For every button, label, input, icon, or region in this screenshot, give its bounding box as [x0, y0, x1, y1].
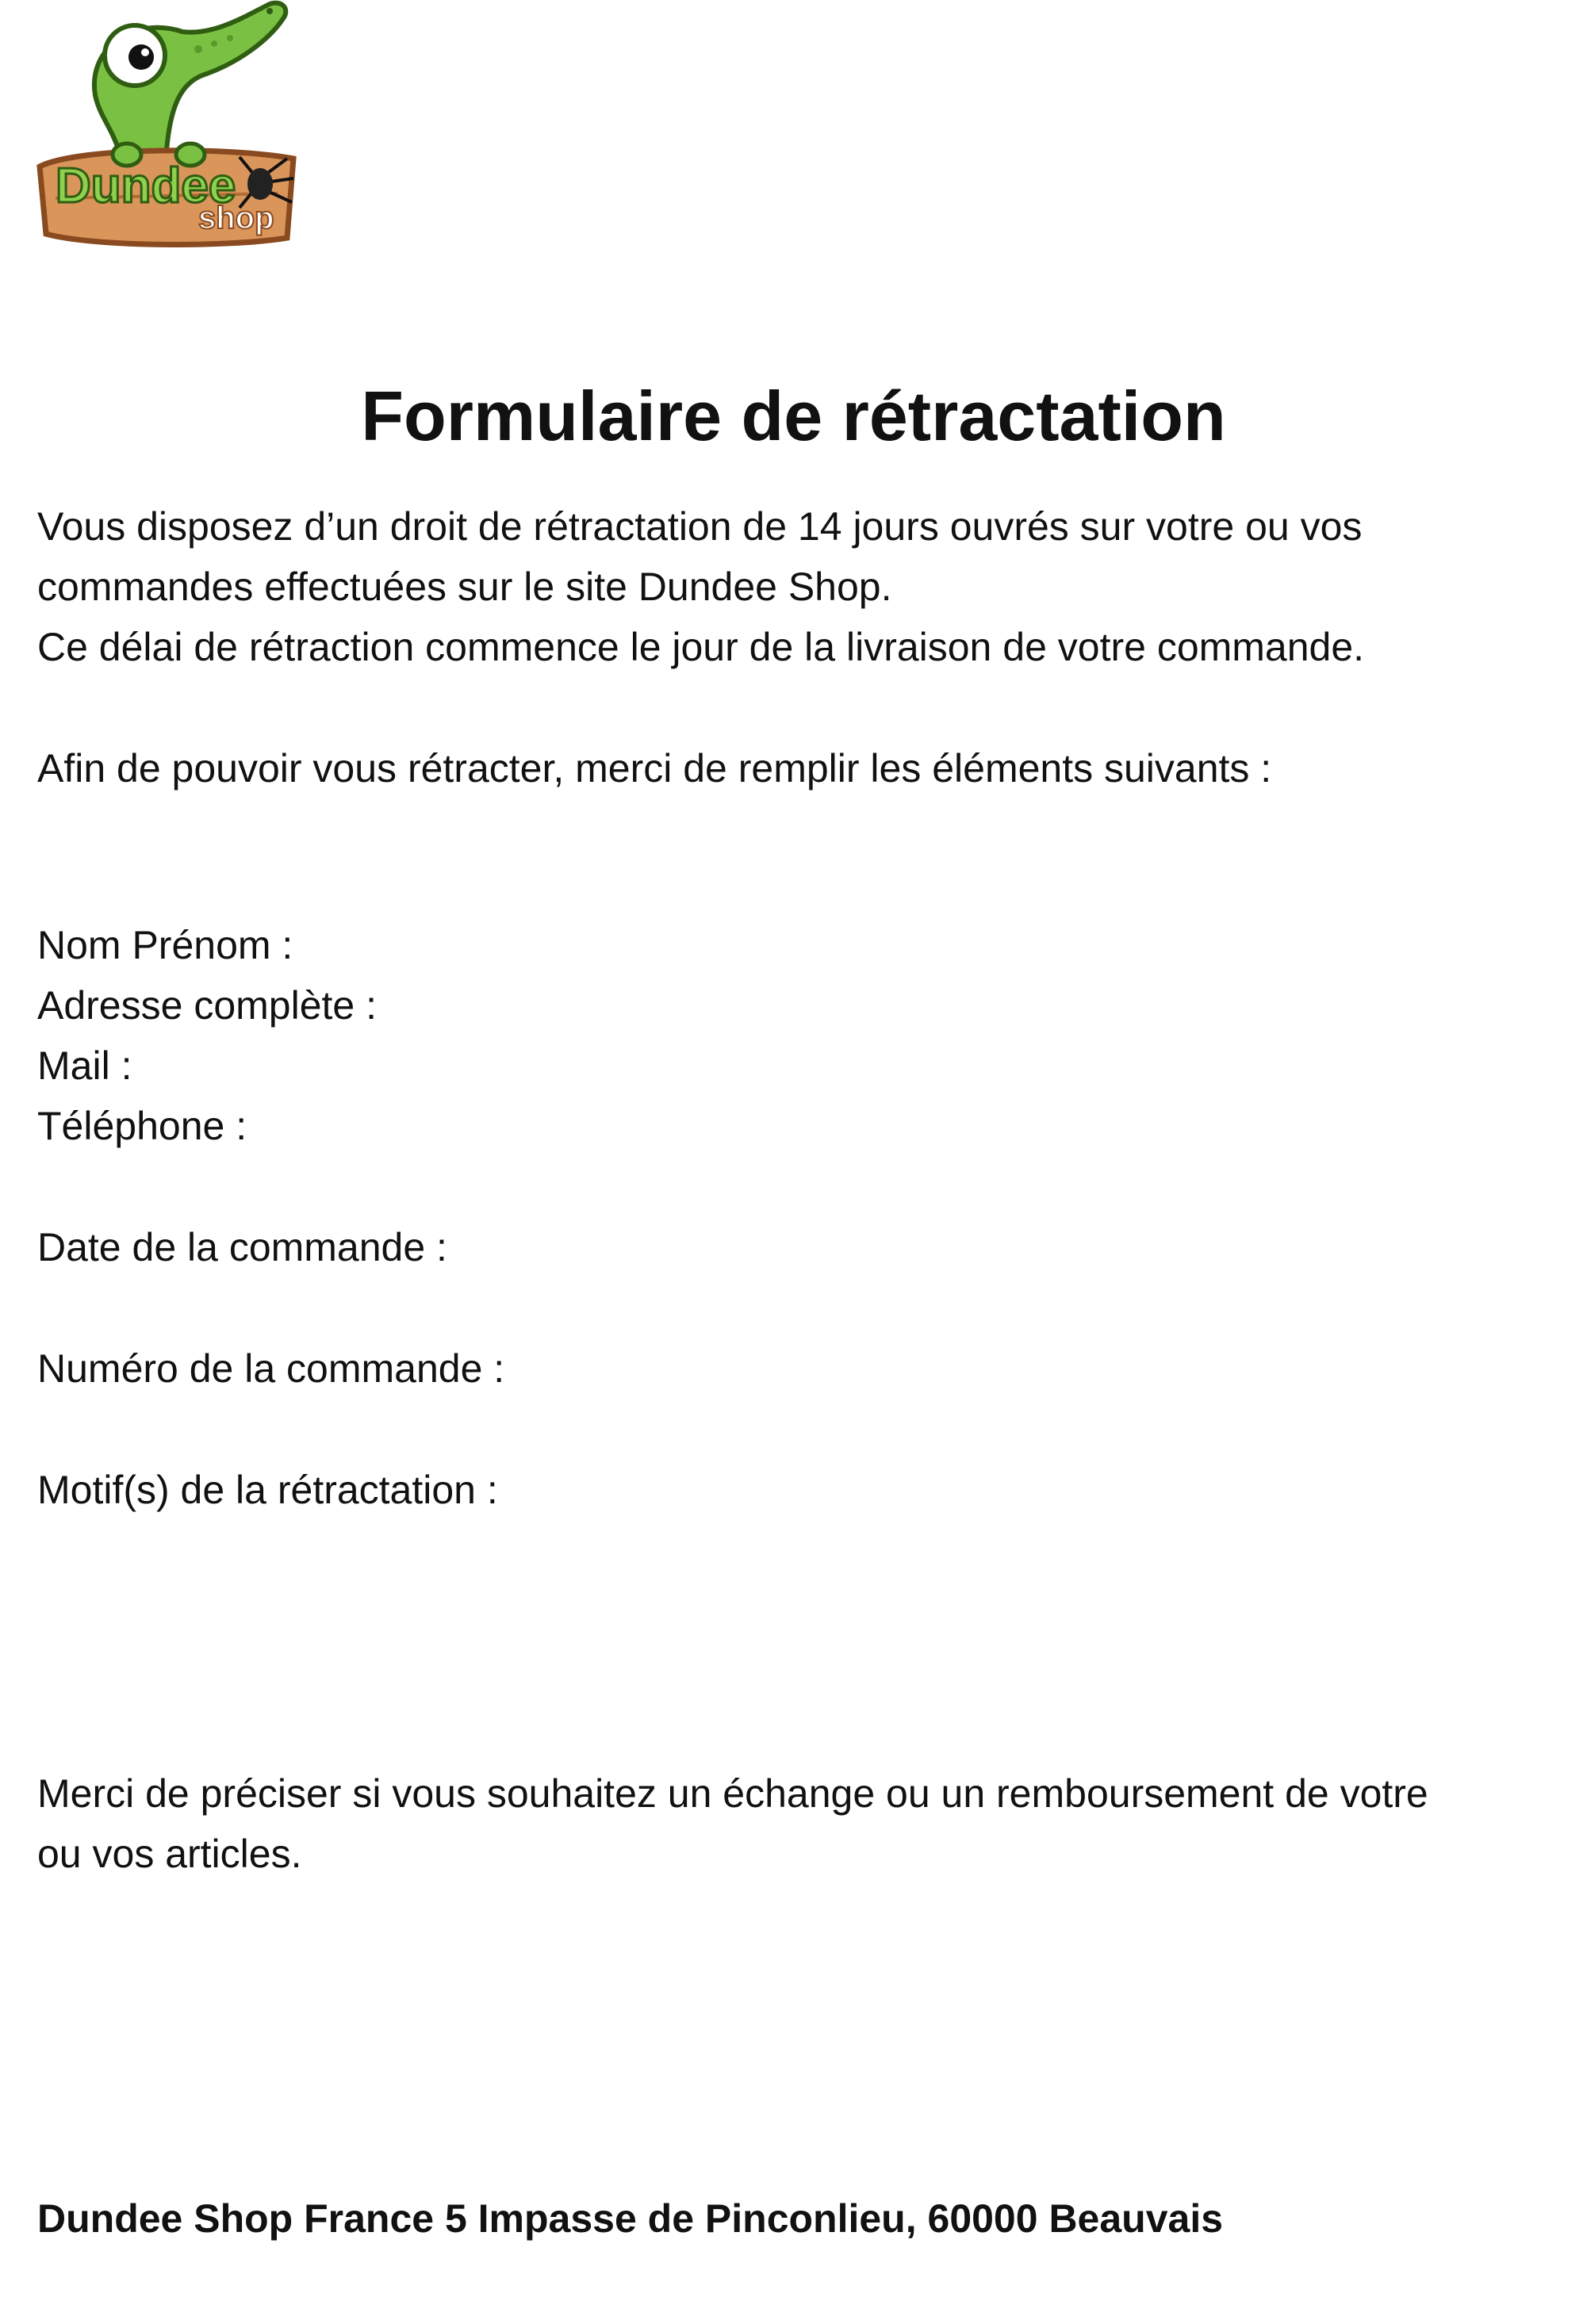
page-title: Formulaire de rétractation — [361, 377, 1226, 455]
dundee-shop-logo — [32, 0, 301, 254]
crocodile-logo-icon — [32, 0, 301, 254]
field-order-date-label: Date de la commande : — [37, 1225, 447, 1269]
intro-line-2: commandes effectuées sur le site Dundee Shop. — [37, 565, 892, 609]
intro-line-1: Vous disposez d’un droit de rétractation de 14 jours ouvrés sur votre ou vos — [37, 504, 1363, 549]
logo-sub-text: shop — [198, 201, 274, 235]
intro-line-3: Ce délai de rétraction commence le jour de la livraison de votre commande. — [37, 625, 1365, 669]
exchange-note-line-2: ou vos articles. — [37, 1832, 302, 1876]
field-address-label: Adresse complète : — [37, 983, 377, 1028]
logo-brand-text: Dundee — [56, 159, 236, 213]
exchange-note-line-1: Merci de préciser si vous souhaitez un échange ou un remboursement de votre — [37, 1771, 1428, 1816]
field-reason-label: Motif(s) de la rétractation : — [37, 1468, 498, 1512]
footer-address: Dundee Shop France 5 Impasse de Pinconlieu, 60000 Beauvais — [37, 2196, 1224, 2241]
instruction-text: Afin de pouvoir vous rétracter, merci de remplir les éléments suivants : — [37, 746, 1272, 791]
field-name-label: Nom Prénom : — [37, 923, 293, 967]
field-order-number-label: Numéro de la commande : — [37, 1346, 505, 1391]
field-mail-label: Mail : — [37, 1043, 132, 1088]
field-phone-label: Téléphone : — [37, 1104, 247, 1148]
